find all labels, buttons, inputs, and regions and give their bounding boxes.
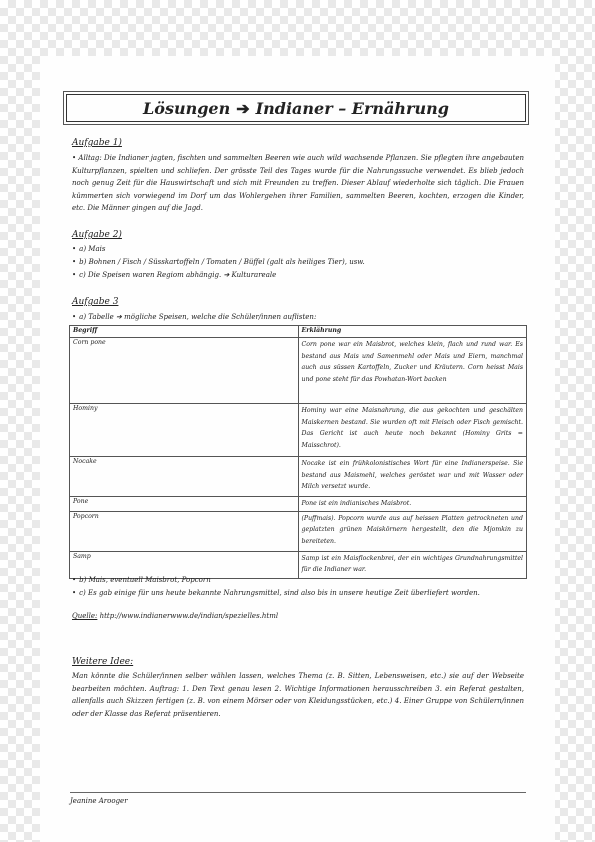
weitere-heading: Weitere Idee: bbox=[72, 657, 134, 667]
table-row bbox=[70, 511, 527, 551]
arrow-icon: ➔ bbox=[236, 98, 250, 118]
weitere-text: Man könnte die Schüler/innen selber wählen lassen, welches Thema (z. B. Sitten, Lebensweisen, etc.) sie auf der Webseite bearbeiten möchten. Auftrag: 1. Den Text genau lesen 2. Wichtige Informationen herausschreiben 3. ein Referat gestalten, allenfalls auch Skizzen fertigen (z. B. von einem Mörser oder von Kleidungsstücken, etc.) 4. Einer Gruppe von Schülern/innen oder der Klasse das Referat präsentieren. bbox=[72, 672, 524, 718]
table-cell-term: Pone bbox=[70, 497, 299, 512]
table-cell-term: Corn pone bbox=[70, 338, 299, 404]
aufgabe3-item-b: • b) Mais, eventuell Maisbrot, Popcorn bbox=[72, 576, 211, 584]
table-cell-term: Nocake bbox=[70, 457, 299, 497]
table-cell-explanation: Pone ist ein indianisches Maisbrot. bbox=[298, 497, 527, 512]
aufgabe2-item-b: • b) Bohnen / Fisch / Süsskartoffeln / Tomaten / Büffel (galt als heiliges Tier), usw. bbox=[72, 258, 365, 266]
title-right: Indianer – Ernährung bbox=[255, 98, 449, 118]
table-cell-term: Samp bbox=[70, 551, 299, 578]
aufgabe1-heading: Aufgabe 1) bbox=[72, 138, 122, 148]
column-header-erklaerung: Erklährung bbox=[298, 326, 527, 338]
bullet-icon: • bbox=[72, 589, 77, 597]
aufgabe3-intro: • a) Tabelle ➔ mögliche Speisen, welche die Schüler/innen auflisten: bbox=[72, 313, 317, 321]
table-cell-term: Popcorn bbox=[70, 511, 299, 551]
aufgabe2-item-c: • c) Die Speisen waren Regiom abhängig. ➔ Kulturareale bbox=[72, 271, 277, 279]
aufgabe3-item-c: • c) Es gab einige für uns heute bekannte Nahrungsmittel, sind also bis in unsere heutige Zeit überliefert worden. bbox=[72, 589, 480, 597]
page-title bbox=[66, 94, 526, 122]
aufgabe3-heading: Aufgabe 3 bbox=[72, 297, 119, 307]
table-header-row bbox=[70, 326, 527, 338]
table-row bbox=[70, 457, 527, 497]
column-header-begriff: Begriff bbox=[70, 326, 299, 338]
source-link[interactable]: http://www.indianerwww.de/indian/spezielles.html bbox=[99, 612, 279, 620]
aufgabe2-item-a: • a) Mais bbox=[72, 245, 106, 253]
table-cell-explanation: Corn pone war ein Maisbrot, welches klein, flach und rund war. Es bestand aus Mais und Samenmehl oder Mais und Eiern, manchmal auch aus süssen Kartoffeln, Zucker und Kräutern. Corn heisst Mais und pone steht für das Powhatan-Wort backen bbox=[298, 338, 527, 404]
source-label: Quelle: bbox=[72, 612, 98, 620]
bullet-icon: • bbox=[72, 258, 77, 266]
bullet-icon: • bbox=[72, 313, 77, 321]
table-cell-explanation: Hominy war eine Maisnahrung, die aus gekochten und geschälten Maiskernen bestand. Sie wurden oft mit Fleisch oder Fisch gemischt. Das Gericht ist auch heute noch bekannt (Hominy Grits = Maisschrot). bbox=[298, 404, 527, 457]
bullet-icon: • bbox=[72, 576, 77, 584]
table-cell-explanation: (Puffmais). Popcorn wurde aus auf heissen Platten getrockneten und geplatzten grünen Maiskörnern hergestellt, den die Mjomkin zu bereiteten. bbox=[298, 511, 527, 551]
title-left: Lösungen bbox=[143, 98, 231, 118]
table-row bbox=[70, 338, 527, 404]
table-row bbox=[70, 404, 527, 457]
bullet-icon: • bbox=[72, 245, 77, 253]
table-cell-explanation: Nocake ist ein frühkolonistisches Wort für eine Indianerspeise. Sie bestand aus Maismehl, welches geröstet war und mit Wasser oder Milch versetzt wurde. bbox=[298, 457, 527, 497]
source-line bbox=[72, 612, 278, 620]
table-row bbox=[70, 551, 527, 578]
aufgabe2-heading: Aufgabe 2) bbox=[72, 230, 122, 240]
bullet-icon: • bbox=[72, 271, 77, 279]
aufgabe1-text: • Alltag: Die Indianer jagten, fischten und sammelten Beeren wie auch wild wachsende Pflanzen. Sie pflegten ihre angebauten Kulturpflanzen, spielten und schliefen. Der grösste Teil des Tages wurde für die Nahrungssuche verwendet. Es blieb jedoch noch genug Zeit für die Hauswirtschaft und sich mit Freunden zu treffen. Dieser Ablauf wiederholte sich täglich. Die Frauen kümmerten sich vorwiegend im Dorf um das Wohlergehen ihrer Familien, sammelten Beeren, kochten, erzogen die Kinder, etc. Die Männer gingen auf die Jagd. bbox=[72, 154, 524, 213]
footer-divider bbox=[70, 792, 526, 793]
footer-author: Jeanine Arooger bbox=[70, 797, 128, 805]
food-table bbox=[69, 325, 527, 579]
table-row bbox=[70, 497, 527, 512]
table-cell-explanation: Samp ist ein Maisflockenbrei, der ein wichtiges Grundnahrungsmittel für die Indianer war. bbox=[298, 551, 527, 578]
table-cell-term: Hominy bbox=[70, 404, 299, 457]
